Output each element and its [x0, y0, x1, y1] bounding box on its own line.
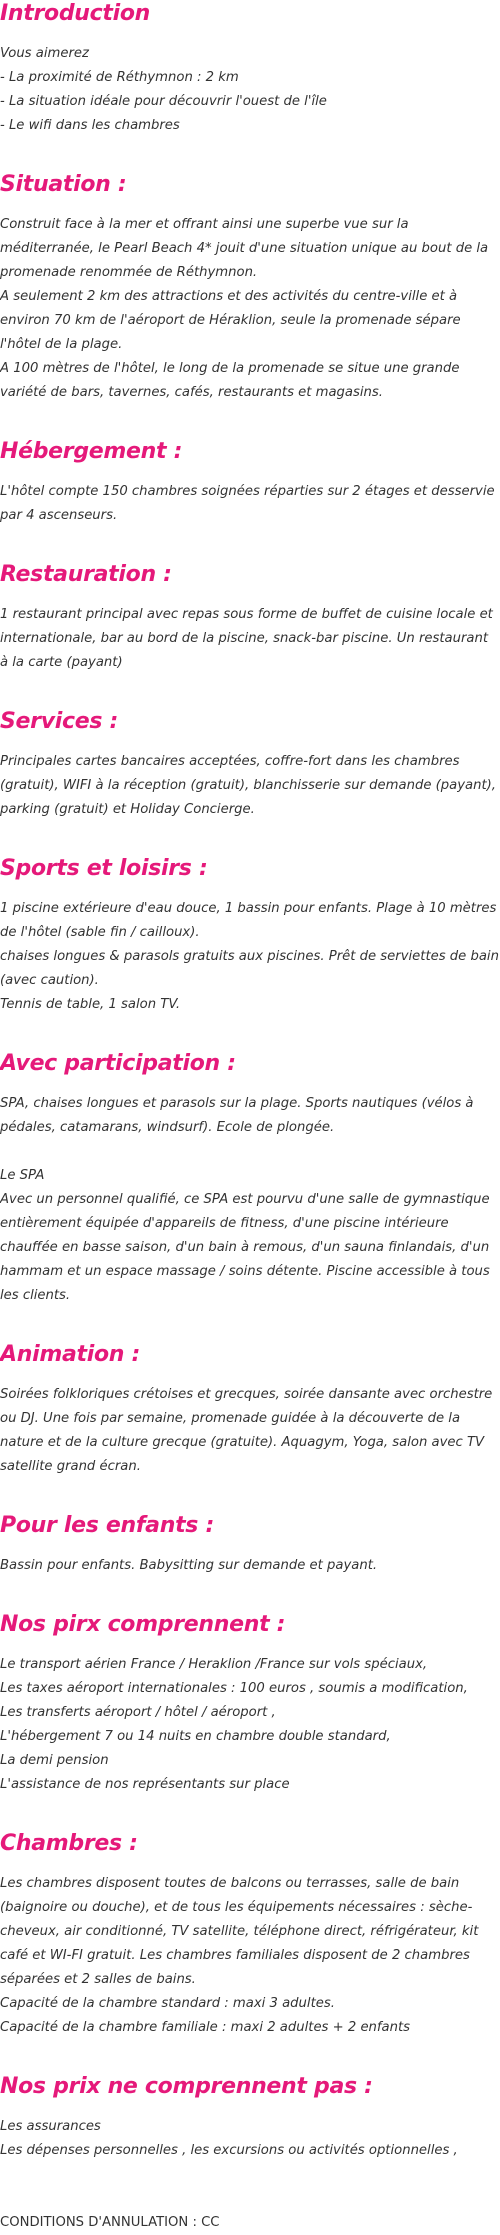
section-text: SPA, chaises longues et parasols sur la plage. Sports nautiques (vélos à pédales, catamarans, windsurf). Ecole de plongée. Le SPA Avec un personnel qualifié, ce SPA est pourvu d'une salle de gymnastique entièrement équipée d'appareils de fitness, d'une piscine intérieure chauffée en basse saison, d'un bain à remous, d'un sauna finlandais, d'un hammam et un espace massage / soins détente. Piscine accessible à tous les clients.: [0, 1096, 490, 1303]
section-text: Bassin pour enfants. Babysitting sur demande et payant.: [0, 1558, 378, 1573]
section-text: Construit face à la mer et offrant ainsi une superbe vue sur la méditerranée, le Pearl Beach 4* jouit d'une situation unique au bout de la promenade renommée de Réthymnon. A seulement 2 km des attractions et des activités du centre-ville et à environ 70 km de l'aéroport de Héraklion, seule la promenade sépare l'hôtel de la plage. A 100 mètres de l'hôtel, le long de la promenade se situe une grande variété de bars, tavernes, cafés, restaurants et magasins.: [0, 217, 489, 400]
section-title: Hébergement :: [0, 439, 183, 464]
section-text: Les chambres disposent toutes de balcons ou terrasses, salle de bain (baignoire ou douche), et de tous les équipements nécessaires : sèche-cheveux, air conditionné, TV satellite, téléphone direct, réfrigérateur, kit café et WI-FI gratuit. Les chambres familiales disposent de 2 chambres séparées et 2 salles de bains. Capacité de la chambre standard : maxi 3 adultes. Capacité de la chambre familiale : maxi 2 adultes + 2 enfants: [0, 1876, 479, 2035]
section-text: L'hôtel compte 150 chambres soignées réparties sur 2 étages et desservie par 4 ascenseurs.: [0, 484, 495, 523]
section-prix-ne-comprennent-pas: [0, 2073, 500, 2163]
section-title: Services :: [0, 709, 119, 734]
section-introduction: [0, 0, 500, 138]
cancellation-conditions: CONDITIONS D'ANNULATION : CC: [0, 2215, 220, 2230]
section-restauration: [0, 561, 500, 675]
section-title: Avec participation :: [0, 1051, 236, 1076]
section-services: [0, 708, 500, 822]
section-situation: [0, 171, 500, 405]
section-text: Le transport aérien France / Heraklion /France sur vols spéciaux, Les taxes aéroport internationales : 100 euros , soumis a modification, Les transferts aéroport / hôtel / aéroport , L'hébergement 7 ou 14 nuits en chambre double standard, La demi pension L'assistance de nos représentants sur place: [0, 1657, 468, 1792]
section-hebergement: [0, 438, 500, 528]
section-text: Les assurances Les dépenses personnelles , les excursions ou activités optionnelles ,: [0, 2119, 458, 2158]
section-title: Introduction: [0, 1, 151, 26]
section-title: Restauration :: [0, 562, 172, 587]
section-avec-participation: [0, 1050, 500, 1308]
section-enfants: [0, 1512, 500, 1578]
section-prix-comprennent: [0, 1611, 500, 1797]
section-title: Sports et loisirs :: [0, 856, 208, 881]
section-text: Vous aimerez - La proximité de Réthymnon : 2 km - La situation idéale pour découvrir l'ouest de l'île - Le wifi dans les chambres: [0, 46, 327, 133]
section-text: Principales cartes bancaires acceptées, coffre-fort dans les chambres (gratuit), WIFI à la réception (gratuit), blanchisserie sur demande (payant), parking (gratuit) et Holiday Concierge.: [0, 754, 496, 817]
section-text: 1 restaurant principal avec repas sous forme de buffet de cuisine locale et internationale, bar au bord de la piscine, snack-bar piscine. Un restaurant à la carte (payant): [0, 607, 493, 670]
section-title: Situation :: [0, 172, 127, 197]
section-title: Animation :: [0, 1342, 140, 1367]
section-title: Pour les enfants :: [0, 1513, 214, 1538]
section-sports-loisirs: [0, 855, 500, 1017]
section-title: Nos pirx comprennent :: [0, 1612, 286, 1637]
section-title: Nos prix ne comprennent pas :: [0, 2074, 373, 2099]
section-text: Soirées folkloriques crétoises et grecques, soirée dansante avec orchestre ou DJ. Une fois par semaine, promenade guidée à la découverte de la nature et de la culture grecque (gratuite). Aquagym, Yoga, salon avec TV satellite grand écran.: [0, 1387, 493, 1474]
section-animation: [0, 1341, 500, 1479]
section-chambres: [0, 1830, 500, 2040]
section-title: Chambres :: [0, 1831, 138, 1856]
section-text: 1 piscine extérieure d'eau douce, 1 bassin pour enfants. Plage à 10 mètres de l'hôtel (sable fin / cailloux). chaises longues & parasols gratuits aux piscines. Prêt de serviettes de bain (avec caution). Tennis de table, 1 salon TV.: [0, 901, 499, 1012]
